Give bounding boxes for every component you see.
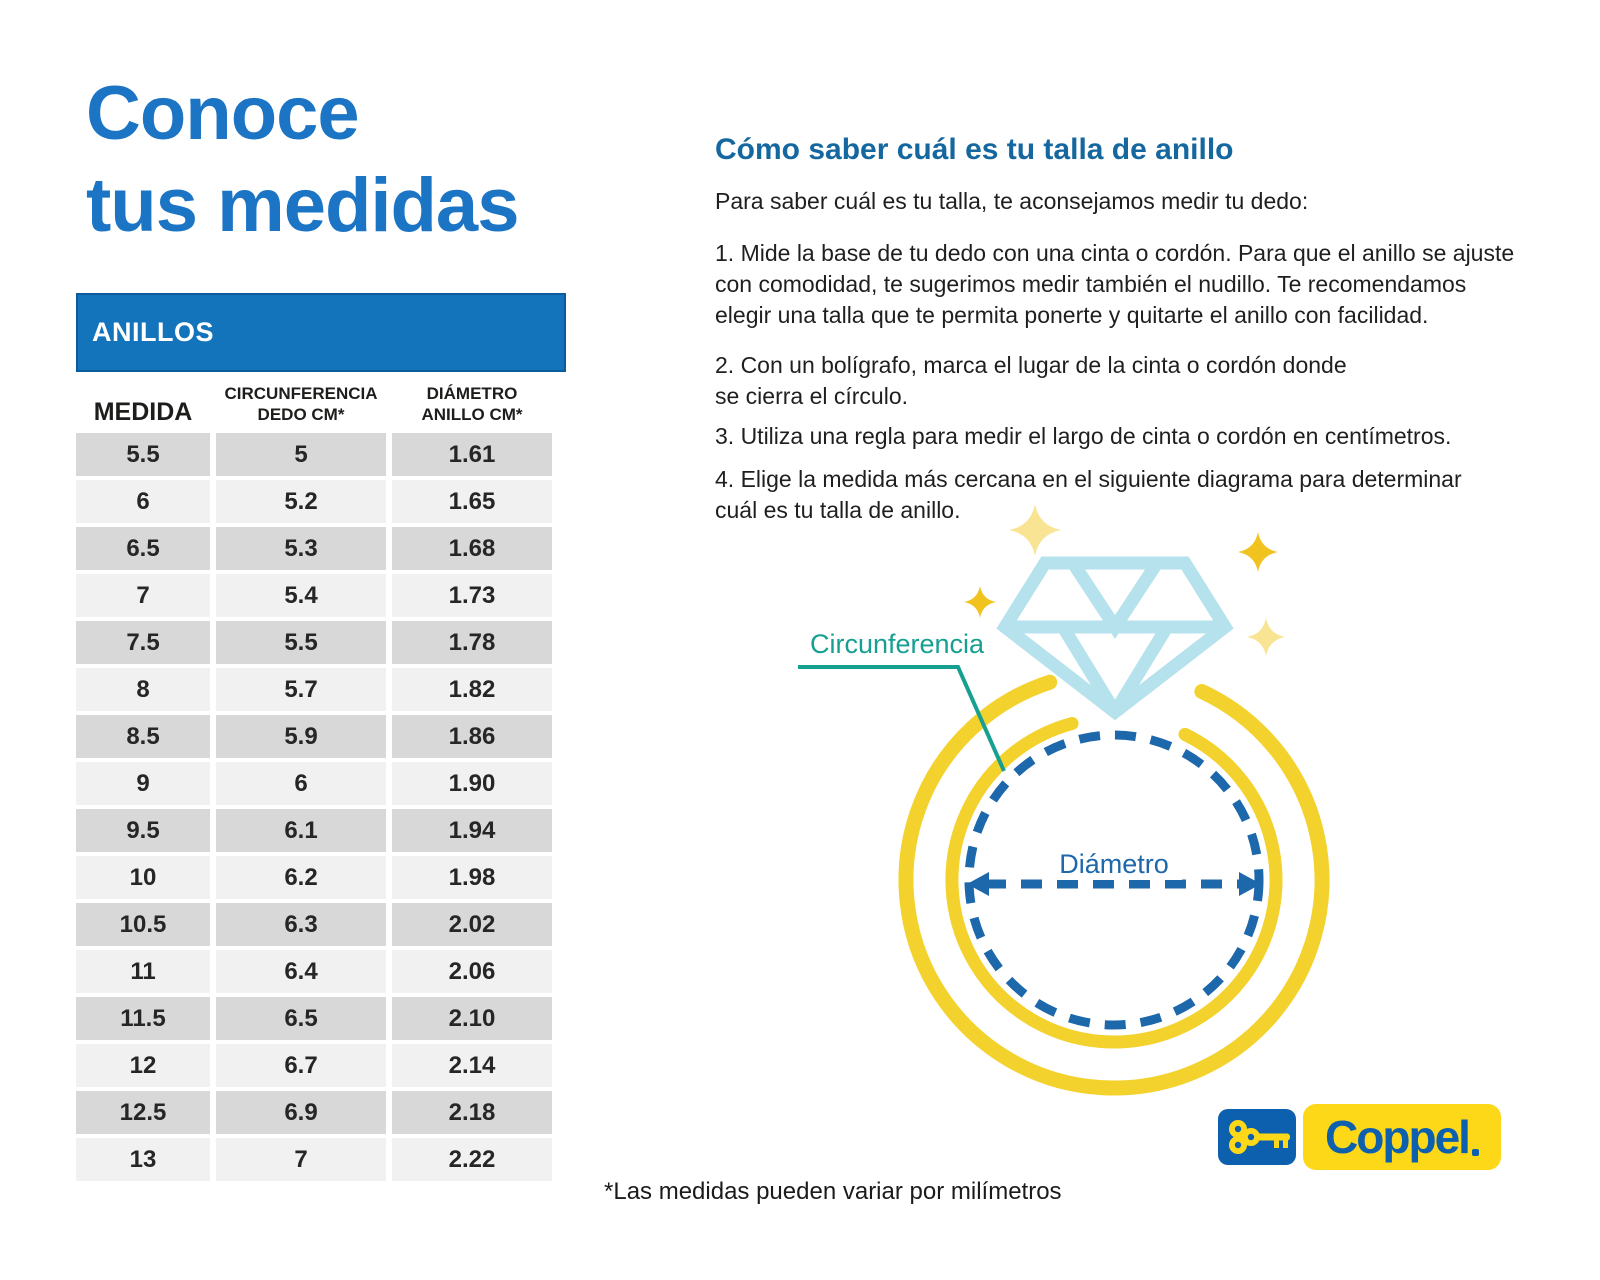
key-icon	[1218, 1109, 1296, 1165]
circumference-label: Circunferencia	[810, 629, 985, 659]
table-cell: 11.5	[76, 997, 210, 1040]
table-cell: 5.9	[216, 715, 386, 758]
table-cell: 11	[76, 950, 210, 993]
table-cell: 2.02	[392, 903, 552, 946]
table-cell: 6	[216, 762, 386, 805]
size-table-header	[76, 372, 552, 428]
table-cell: 6.4	[216, 950, 386, 993]
table-cell: 5.5	[76, 433, 210, 476]
table-cell: 2.14	[392, 1044, 552, 1087]
table-cell: 10	[76, 856, 210, 899]
step-4-text: 4. Elige la medida más cercana en el siguiente diagrama para determinar cuál es tu talla de anillo.	[715, 466, 1462, 523]
size-table-body	[76, 433, 552, 1181]
registered-mark-dot	[1472, 1149, 1479, 1156]
table-cell: 1.78	[392, 621, 552, 664]
step-2-3-text: 2. Con un bolígrafo, marca el lugar de la cinta o cordón donde se cierra el círculo. 3. Utiliza una regla para medir el largo de cinta o cordón en centímetros.	[715, 352, 1452, 449]
table-cell: 5.5	[216, 621, 386, 664]
coppel-brand-text: Coppel	[1325, 1111, 1469, 1163]
table-cell: 6.2	[216, 856, 386, 899]
page-title-line2: tus medidas	[86, 163, 519, 248]
coppel-wordmark	[1303, 1104, 1501, 1170]
table-cell: 2.22	[392, 1138, 552, 1181]
table-cell: 2.10	[392, 997, 552, 1040]
column-header-circunferencia: CIRCUNFERENCIA DEDO CM*	[224, 384, 378, 424]
table-cell: 13	[76, 1138, 210, 1181]
table-cell: 6.5	[76, 527, 210, 570]
table-cell: 12.5	[76, 1091, 210, 1134]
page-title-line1: Conoce	[86, 71, 359, 156]
page-title	[86, 68, 646, 252]
table-cell: 7	[76, 574, 210, 617]
section-heading: Cómo saber cuál es tu talla de anillo	[715, 133, 1234, 166]
column-header-medida: MEDIDA	[93, 398, 193, 426]
step-1-text: 1. Mide la base de tu dedo con una cinta o cordón. Para que el anillo se ajuste con comodidad, te sugerimos medir también el nudillo. Te recomendamos elegir una talla que te permita ponerte y quitarte el anillo con facilidad.	[715, 240, 1515, 328]
table-cell: 5	[216, 433, 386, 476]
column-header-diametro: DIÁMETRO ANILLO CM*	[421, 384, 523, 424]
table-cell: 5.3	[216, 527, 386, 570]
table-cell: 9	[76, 762, 210, 805]
footnote: *Las medidas pueden variar por milímetros	[604, 1178, 1062, 1205]
table-cell: 1.82	[392, 668, 552, 711]
table-cell: 1.65	[392, 480, 552, 523]
diameter-label: Diámetro	[1059, 849, 1169, 879]
table-cell: 1.86	[392, 715, 552, 758]
table-cell: 2.06	[392, 950, 552, 993]
table-cell: 1.98	[392, 856, 552, 899]
table-cell: 12	[76, 1044, 210, 1087]
table-cell: 6	[76, 480, 210, 523]
table-cell: 5.4	[216, 574, 386, 617]
table-cell: 2.18	[392, 1091, 552, 1134]
table-cell: 6.3	[216, 903, 386, 946]
table-cell: 6.9	[216, 1091, 386, 1134]
table-cell: 7.5	[76, 621, 210, 664]
table-cell: 7	[216, 1138, 386, 1181]
table-cell: 5.2	[216, 480, 386, 523]
table-cell: 1.61	[392, 433, 552, 476]
table-cell: 1.68	[392, 527, 552, 570]
table-banner	[76, 293, 566, 372]
table-cell: 8.5	[76, 715, 210, 758]
table-cell: 1.90	[392, 762, 552, 805]
table-cell: 1.73	[392, 574, 552, 617]
table-cell: 1.94	[392, 809, 552, 852]
table-cell: 6.1	[216, 809, 386, 852]
table-cell: 8	[76, 668, 210, 711]
table-cell: 6.7	[216, 1044, 386, 1087]
table-cell: 10.5	[76, 903, 210, 946]
table-cell: 5.7	[216, 668, 386, 711]
ring-diagram	[760, 490, 1360, 1130]
table-banner-label: ANILLOS	[92, 317, 214, 347]
table-cell: 6.5	[216, 997, 386, 1040]
table-cell: 9.5	[76, 809, 210, 852]
intro-text: Para saber cuál es tu talla, te aconsejamos medir tu dedo:	[715, 188, 1309, 214]
coppel-logo	[1218, 1104, 1501, 1170]
